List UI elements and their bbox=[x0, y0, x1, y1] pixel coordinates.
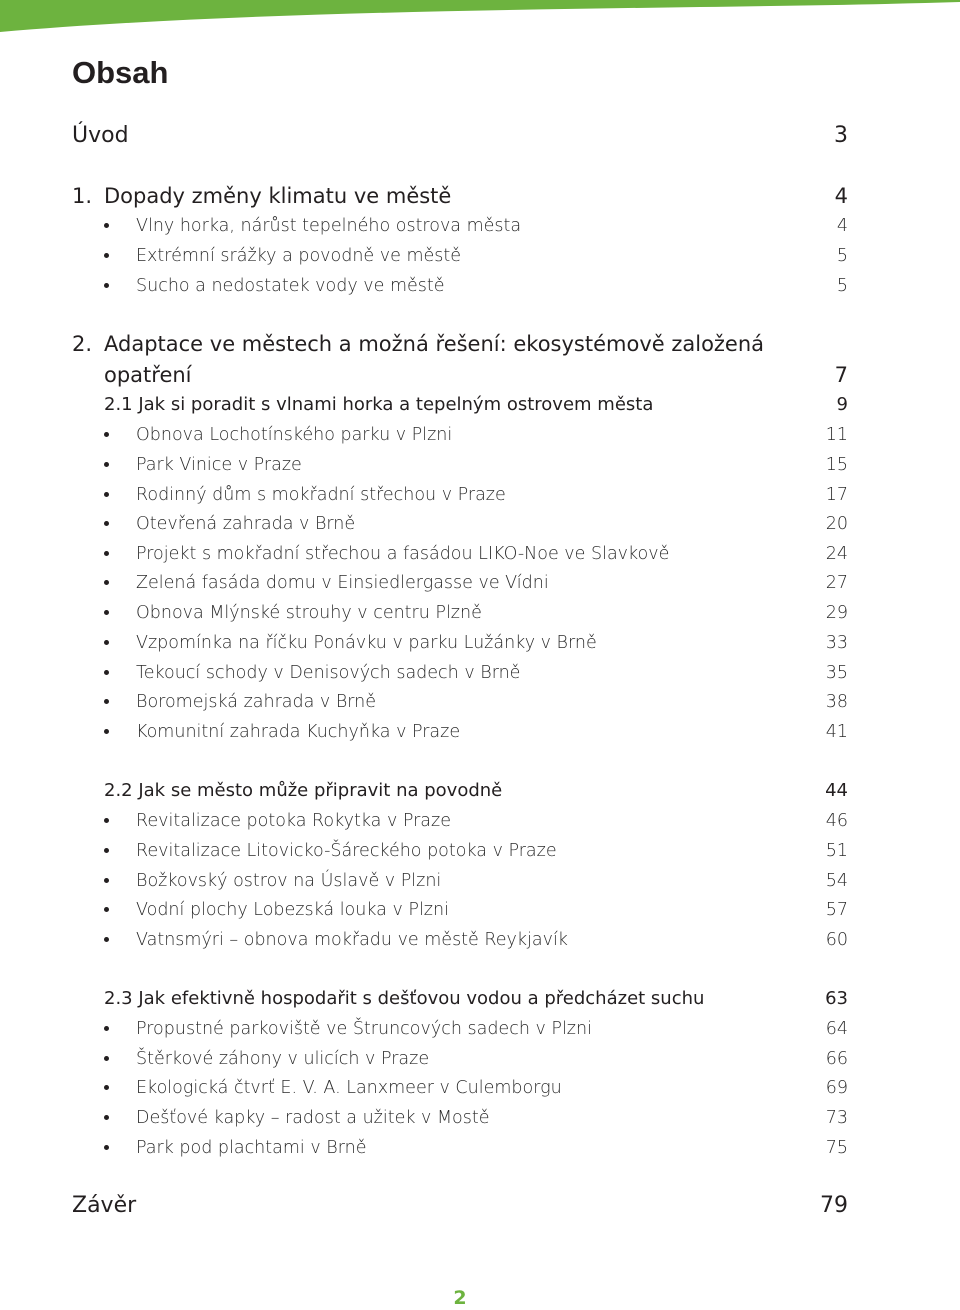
section-label: 2.1 Jak si poradit s vlnami horka a tepelným ostrovem města bbox=[104, 394, 654, 415]
toc-entry-conclusion[interactable] bbox=[0, 1191, 960, 1221]
list-item-label: Extrémní srážky a povodně ve městě bbox=[136, 246, 462, 266]
list-item-label: Otevřená zahrada v Brně bbox=[136, 514, 356, 534]
toc-list-item[interactable] bbox=[0, 1073, 960, 1103]
list-item-page: 29 bbox=[825, 603, 848, 623]
chapter-number: 2. bbox=[72, 332, 93, 356]
chapter-label-line2: opatření bbox=[104, 363, 192, 387]
toc-list-item[interactable] bbox=[0, 480, 960, 510]
bullet-icon bbox=[104, 1056, 109, 1061]
bullet-icon bbox=[104, 492, 109, 497]
toc-list-item[interactable] bbox=[0, 1014, 960, 1044]
list-item-page: 5 bbox=[836, 246, 848, 266]
bullet-icon bbox=[104, 432, 109, 437]
list-item-label: Vzpomínka na říčku Ponávku v parku Lužánky v Brně bbox=[136, 633, 597, 653]
list-item-page: 4 bbox=[836, 216, 848, 236]
chapter-label: Dopady změny klimatu ve městě bbox=[104, 184, 452, 208]
toc-list-item[interactable] bbox=[0, 509, 960, 539]
toc-list-item[interactable] bbox=[0, 598, 960, 628]
toc-list-item[interactable] bbox=[0, 925, 960, 955]
list-item-label: Komunitní zahrada Kuchyňka v Praze bbox=[136, 722, 461, 742]
bullet-icon bbox=[104, 223, 109, 228]
toc-list-item[interactable] bbox=[0, 717, 960, 747]
list-item-page: 27 bbox=[825, 573, 848, 593]
toc-entry-page: 3 bbox=[834, 123, 848, 148]
top-accent-bar bbox=[0, 0, 960, 32]
toc-list-item[interactable] bbox=[0, 211, 960, 241]
list-item-page: 33 bbox=[825, 633, 848, 653]
bullet-icon bbox=[104, 907, 109, 912]
toc-list-item[interactable] bbox=[0, 895, 960, 925]
chapter-number: 1. bbox=[72, 184, 93, 208]
section-label: 2.3 Jak efektivně hospodařit s dešťovou vodou a předcházet suchu bbox=[104, 988, 705, 1009]
list-item-page: 66 bbox=[825, 1049, 848, 1069]
toc-entry-intro[interactable] bbox=[0, 121, 960, 151]
list-item-page: 24 bbox=[825, 544, 848, 564]
list-item-page: 57 bbox=[825, 900, 848, 920]
toc-list-item[interactable] bbox=[0, 836, 960, 866]
bullet-icon bbox=[104, 1115, 109, 1120]
list-item-page: 38 bbox=[825, 692, 848, 712]
bullet-icon bbox=[104, 580, 109, 585]
bullet-icon bbox=[104, 818, 109, 823]
list-item-page: 15 bbox=[825, 455, 848, 475]
list-item-page: 41 bbox=[825, 722, 848, 742]
toc-list-item[interactable] bbox=[0, 1044, 960, 1074]
toc-list-item[interactable] bbox=[0, 450, 960, 480]
page-title: Obsah bbox=[72, 55, 169, 90]
list-item-page: 73 bbox=[825, 1108, 848, 1128]
bullet-icon bbox=[104, 1085, 109, 1090]
bullet-icon bbox=[104, 878, 109, 883]
accent-swoosh bbox=[0, 0, 960, 32]
toc-section-2-3[interactable] bbox=[0, 984, 960, 1014]
list-item-page: 69 bbox=[825, 1078, 848, 1098]
list-item-label: Zelená fasáda domu v Einsiedlergasse ve Vídni bbox=[136, 573, 549, 593]
list-item-page: 35 bbox=[825, 663, 848, 683]
list-item-label: Revitalizace potoka Rokytka v Praze bbox=[136, 811, 451, 831]
bullet-icon bbox=[104, 670, 109, 675]
toc-section-2-2[interactable] bbox=[0, 776, 960, 806]
toc-list-item[interactable] bbox=[0, 241, 960, 271]
toc-entry-label: Úvod bbox=[72, 123, 129, 148]
toc-list-item[interactable] bbox=[0, 658, 960, 688]
section-page: 63 bbox=[825, 988, 848, 1009]
list-item-label: Dešťové kapky – radost a užitek v Mostě bbox=[136, 1108, 490, 1128]
list-item-page: 51 bbox=[825, 841, 848, 861]
toc-list-item[interactable] bbox=[0, 866, 960, 896]
section-label: 2.2 Jak se město může připravit na povodně bbox=[104, 780, 503, 801]
list-item-label: Revitalizace Litovicko-Šáreckého potoka v Praze bbox=[136, 841, 557, 861]
toc-entry-label: Závěr bbox=[72, 1193, 137, 1218]
list-item-page: 60 bbox=[825, 930, 848, 950]
chapter-label-line1: Adaptace ve městech a možná řešení: ekosystémově založená bbox=[104, 332, 765, 356]
toc-section-2-1[interactable] bbox=[0, 390, 960, 420]
list-item-label: Vlny horka, nárůst tepelného ostrova města bbox=[136, 216, 522, 236]
chapter-page: 7 bbox=[834, 363, 848, 387]
list-item-label: Park Vinice v Praze bbox=[136, 455, 302, 475]
list-item-label: Park pod plachtami v Brně bbox=[136, 1138, 367, 1158]
section-page: 9 bbox=[836, 394, 848, 415]
bullet-icon bbox=[104, 937, 109, 942]
bullet-icon bbox=[104, 610, 109, 615]
bullet-icon bbox=[104, 699, 109, 704]
chapter-page: 4 bbox=[834, 184, 848, 208]
list-item-label: Projekt s mokřadní střechou a fasádou LIKO-Noe ve Slavkově bbox=[136, 544, 670, 564]
toc-list-item[interactable] bbox=[0, 806, 960, 836]
list-item-label: Ekologická čtvrť E. V. A. Lanxmeer v Culemborgu bbox=[136, 1078, 562, 1098]
list-item-page: 17 bbox=[825, 485, 848, 505]
bullet-icon bbox=[104, 848, 109, 853]
list-item-label: Tekoucí schody v Denisových sadech v Brně bbox=[136, 663, 521, 683]
list-item-page: 46 bbox=[825, 811, 848, 831]
bullet-icon bbox=[104, 1145, 109, 1150]
bullet-icon bbox=[104, 253, 109, 258]
toc-list-item[interactable] bbox=[0, 1103, 960, 1133]
page-number: 2 bbox=[453, 1287, 467, 1309]
bullet-icon bbox=[104, 521, 109, 526]
toc-list-item[interactable] bbox=[0, 420, 960, 450]
list-item-label: Propustné parkoviště ve Štruncových sadech v Plzni bbox=[136, 1019, 592, 1039]
list-item-label: Boromejská zahrada v Brně bbox=[136, 692, 377, 712]
bullet-icon bbox=[104, 1026, 109, 1031]
toc-list-item[interactable] bbox=[0, 628, 960, 658]
bullet-icon bbox=[104, 729, 109, 734]
list-item-page: 75 bbox=[825, 1138, 848, 1158]
toc-chapter-2-continued[interactable] bbox=[0, 360, 960, 390]
toc-list-item[interactable] bbox=[0, 687, 960, 717]
list-item-page: 54 bbox=[825, 871, 848, 891]
list-item-label: Obnova Mlýnské strouhy v centru Plzně bbox=[136, 603, 482, 623]
bullet-icon bbox=[104, 551, 109, 556]
list-item-label: Štěrkové záhony v ulicích v Praze bbox=[136, 1049, 430, 1069]
toc-entry-page: 79 bbox=[820, 1193, 848, 1218]
bullet-icon bbox=[104, 283, 109, 288]
list-item-label: Sucho a nedostatek vody ve městě bbox=[136, 276, 445, 296]
toc-list-item[interactable] bbox=[0, 1133, 960, 1163]
list-item-page: 5 bbox=[836, 276, 848, 296]
toc-chapter-1[interactable] bbox=[0, 181, 960, 211]
list-item-label: Rodinný dům s mokřadní střechou v Praze bbox=[136, 485, 506, 505]
list-item-label: Vodní plochy Lobezská louka v Plzni bbox=[136, 900, 449, 920]
list-item-page: 20 bbox=[825, 514, 848, 534]
bullet-icon bbox=[104, 462, 109, 467]
list-item-label: Obnova Lochotínského parku v Plzni bbox=[136, 425, 453, 445]
list-item-label: Božkovský ostrov na Úslavě v Plzni bbox=[136, 871, 442, 891]
toc-list-item[interactable] bbox=[0, 539, 960, 569]
toc-chapter-2[interactable] bbox=[0, 329, 960, 359]
section-page: 44 bbox=[825, 780, 848, 801]
bullet-icon bbox=[104, 640, 109, 645]
list-item-label: Vatnsmýri – obnova mokřadu ve městě Reykjavík bbox=[136, 930, 568, 950]
toc-list-item[interactable] bbox=[0, 271, 960, 301]
toc-list-item[interactable] bbox=[0, 568, 960, 598]
list-item-page: 11 bbox=[825, 425, 848, 445]
list-item-page: 64 bbox=[825, 1019, 848, 1039]
